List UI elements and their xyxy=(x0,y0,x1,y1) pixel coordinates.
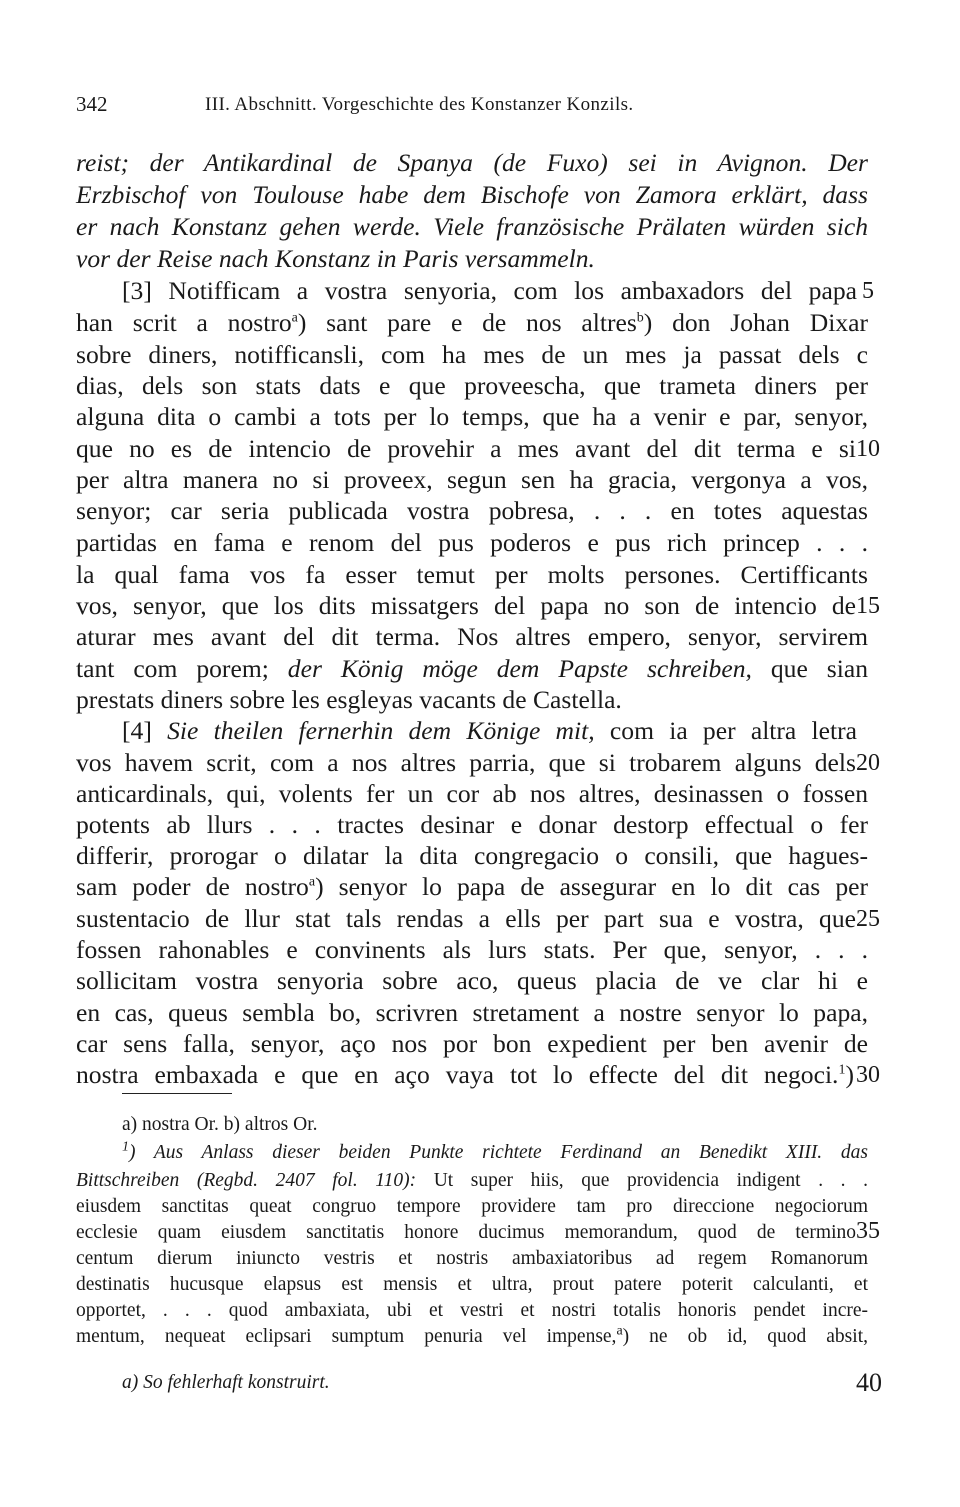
line-number: 5 xyxy=(862,278,874,304)
line-number: 30 xyxy=(856,1062,880,1088)
text-line: potents ab llurs . . . tractes desinar e donar destorp effectual o fer xyxy=(76,810,868,839)
footnote-line: $^1$) Aus Anlass dieser beiden Punkte richtete Ferdinand an Benedikt XIII. das xyxy=(122,1139,868,1163)
text-line: fossen rahonables e convinents als lurs stats. Per que, senyor, . . . xyxy=(76,935,868,964)
text-line: nostra embaxada e que en aço vaya tot lo effecte del dit negoci.$^1$) xyxy=(76,1060,854,1089)
text-line: [4] Sie theilen fernerhin dem Könige mit, com ia per altra letra xyxy=(122,716,857,745)
text-line: per altra manera no si proveex, segun sen ha gracia, vergonya a vos, xyxy=(76,465,868,494)
summary-line: Erzbischof von Toulouse habe dem Bischofe von Zamora erklärt, dass xyxy=(76,180,868,209)
text-line: senyor; car seria publicada vostra pobresa, . . . en totes aquestas xyxy=(76,496,868,525)
text-line: sam poder de nostro$^a$) senyor lo papa de assegurar en lo dit cas per xyxy=(76,872,868,901)
footnote-line: eiusdem sanctitas queat congruo tempore providere tam pro direccione negociorum xyxy=(76,1196,868,1217)
footnote-line: destinatis hucusque elapsus est mensis et ultra, prout patere poterit calculanti, et xyxy=(76,1274,868,1295)
text-line: prestats diners sobre les esgleyas vacants de Castella. xyxy=(76,685,622,714)
summary-line: reist; der Antikardinal de Spanya (de Fuxo) sei in Avignon. Der xyxy=(76,148,868,177)
text-line: [3] Notifficam a vostra senyoria, com los ambaxadors del papa xyxy=(122,276,857,305)
text-line: differir, prorogar o dilatar la dita congregacio o consili, que hagues- xyxy=(76,841,868,870)
text-line: sollicitam vostra senyoria sobre aco, queus placia de ve clar hi e xyxy=(76,966,868,995)
footnote-line: opportet, . . . quod ambaxiata, ubi et vestri et nostri totalis honoris pendet incre- xyxy=(76,1300,868,1321)
text-line: sustentacio de llur stat tals rendas a ells per part sua e vostra, que xyxy=(76,904,856,933)
text-line: alguna dita o cambi a tots per lo temps, que ha a venir e par, senyor, xyxy=(76,402,868,431)
footnote-rule xyxy=(122,1093,232,1094)
text-line: vos, senyor, que los dits missatgers del papa no son de intencio de xyxy=(76,591,856,620)
text-line: tant com porem; der König möge dem Papste schreiben, que sian xyxy=(76,654,868,683)
footnote-line: centum dierum iniuncto vestris et nostris ambaxiatoribus ad regem Romanorum xyxy=(76,1248,868,1269)
line-number: 20 xyxy=(856,750,880,776)
footnote-line: ecclesie quam eiusdem sanctitatis honore ducimus memorandum, quod de termino xyxy=(76,1222,856,1243)
footnote-line: Bittschreiben (Regbd. 2407 fol. 110): Ut super hiis, que providencia indigent . . . xyxy=(76,1170,869,1191)
text-line: vos havem scrit, com a nos altres parria, que si trobarem alguns dels xyxy=(76,748,856,777)
line-number: 15 xyxy=(856,593,880,619)
text-line: anticardinals, qui, volents fer un cor ab nos altres, desinassen o fossen xyxy=(76,779,868,808)
text-line: car sens falla, senyor, aço nos por bon expedient per ben avenir de xyxy=(76,1029,868,1058)
running-title: III. Abschnitt. Vorgeschichte des Konstanzer Konzils. xyxy=(205,94,634,115)
summary-line: er nach Konstanz gehen werde. Viele französische Prälaten würden sich xyxy=(76,212,868,241)
page-number: 342 xyxy=(76,92,108,116)
text-line: partidas en fama e renom del pus poderos e pus rich princep . . . xyxy=(76,528,868,557)
footnote-line: mentum, nequeat eclipsari sumptum penuria vel impense,$^a$) ne ob id, quod absit, xyxy=(76,1323,868,1347)
line-number: 35 xyxy=(856,1218,880,1244)
text-line: sobre diners, notifficansli, com ha mes de un mes ja passat dels c xyxy=(76,340,868,369)
line-number: 25 xyxy=(856,906,880,932)
summary-line: vor der Reise nach Konstanz in Paris versammeln. xyxy=(76,244,595,273)
signature-mark: 40 xyxy=(856,1368,882,1397)
text-line: en cas, queus sembla bo, scrivren stretament a nostre senyor lo papa, xyxy=(76,998,868,1027)
text-line: la qual fama vos fa esser temut per molts persones. Certifficants xyxy=(76,560,868,589)
text-line: han scrit a nostro$^a$) sant pare e de nos altres$^b$) don Johan Dixar xyxy=(76,308,868,337)
text-line: aturar mes avant del dit terma. Nos altres empero, senyor, servirem xyxy=(76,622,868,651)
line-number: 10 xyxy=(856,436,880,462)
text-line: que no es de intencio de provehir a mes avant del dit terma e si xyxy=(76,434,856,463)
text-line: dias, dels son stats dats e que proveescha, que trameta diners per xyxy=(76,371,868,400)
footnote-line: a) nostra Or. b) altros Or. xyxy=(122,1114,318,1135)
footnote-line: a) So fehlerhaft konstruirt. xyxy=(122,1372,330,1393)
